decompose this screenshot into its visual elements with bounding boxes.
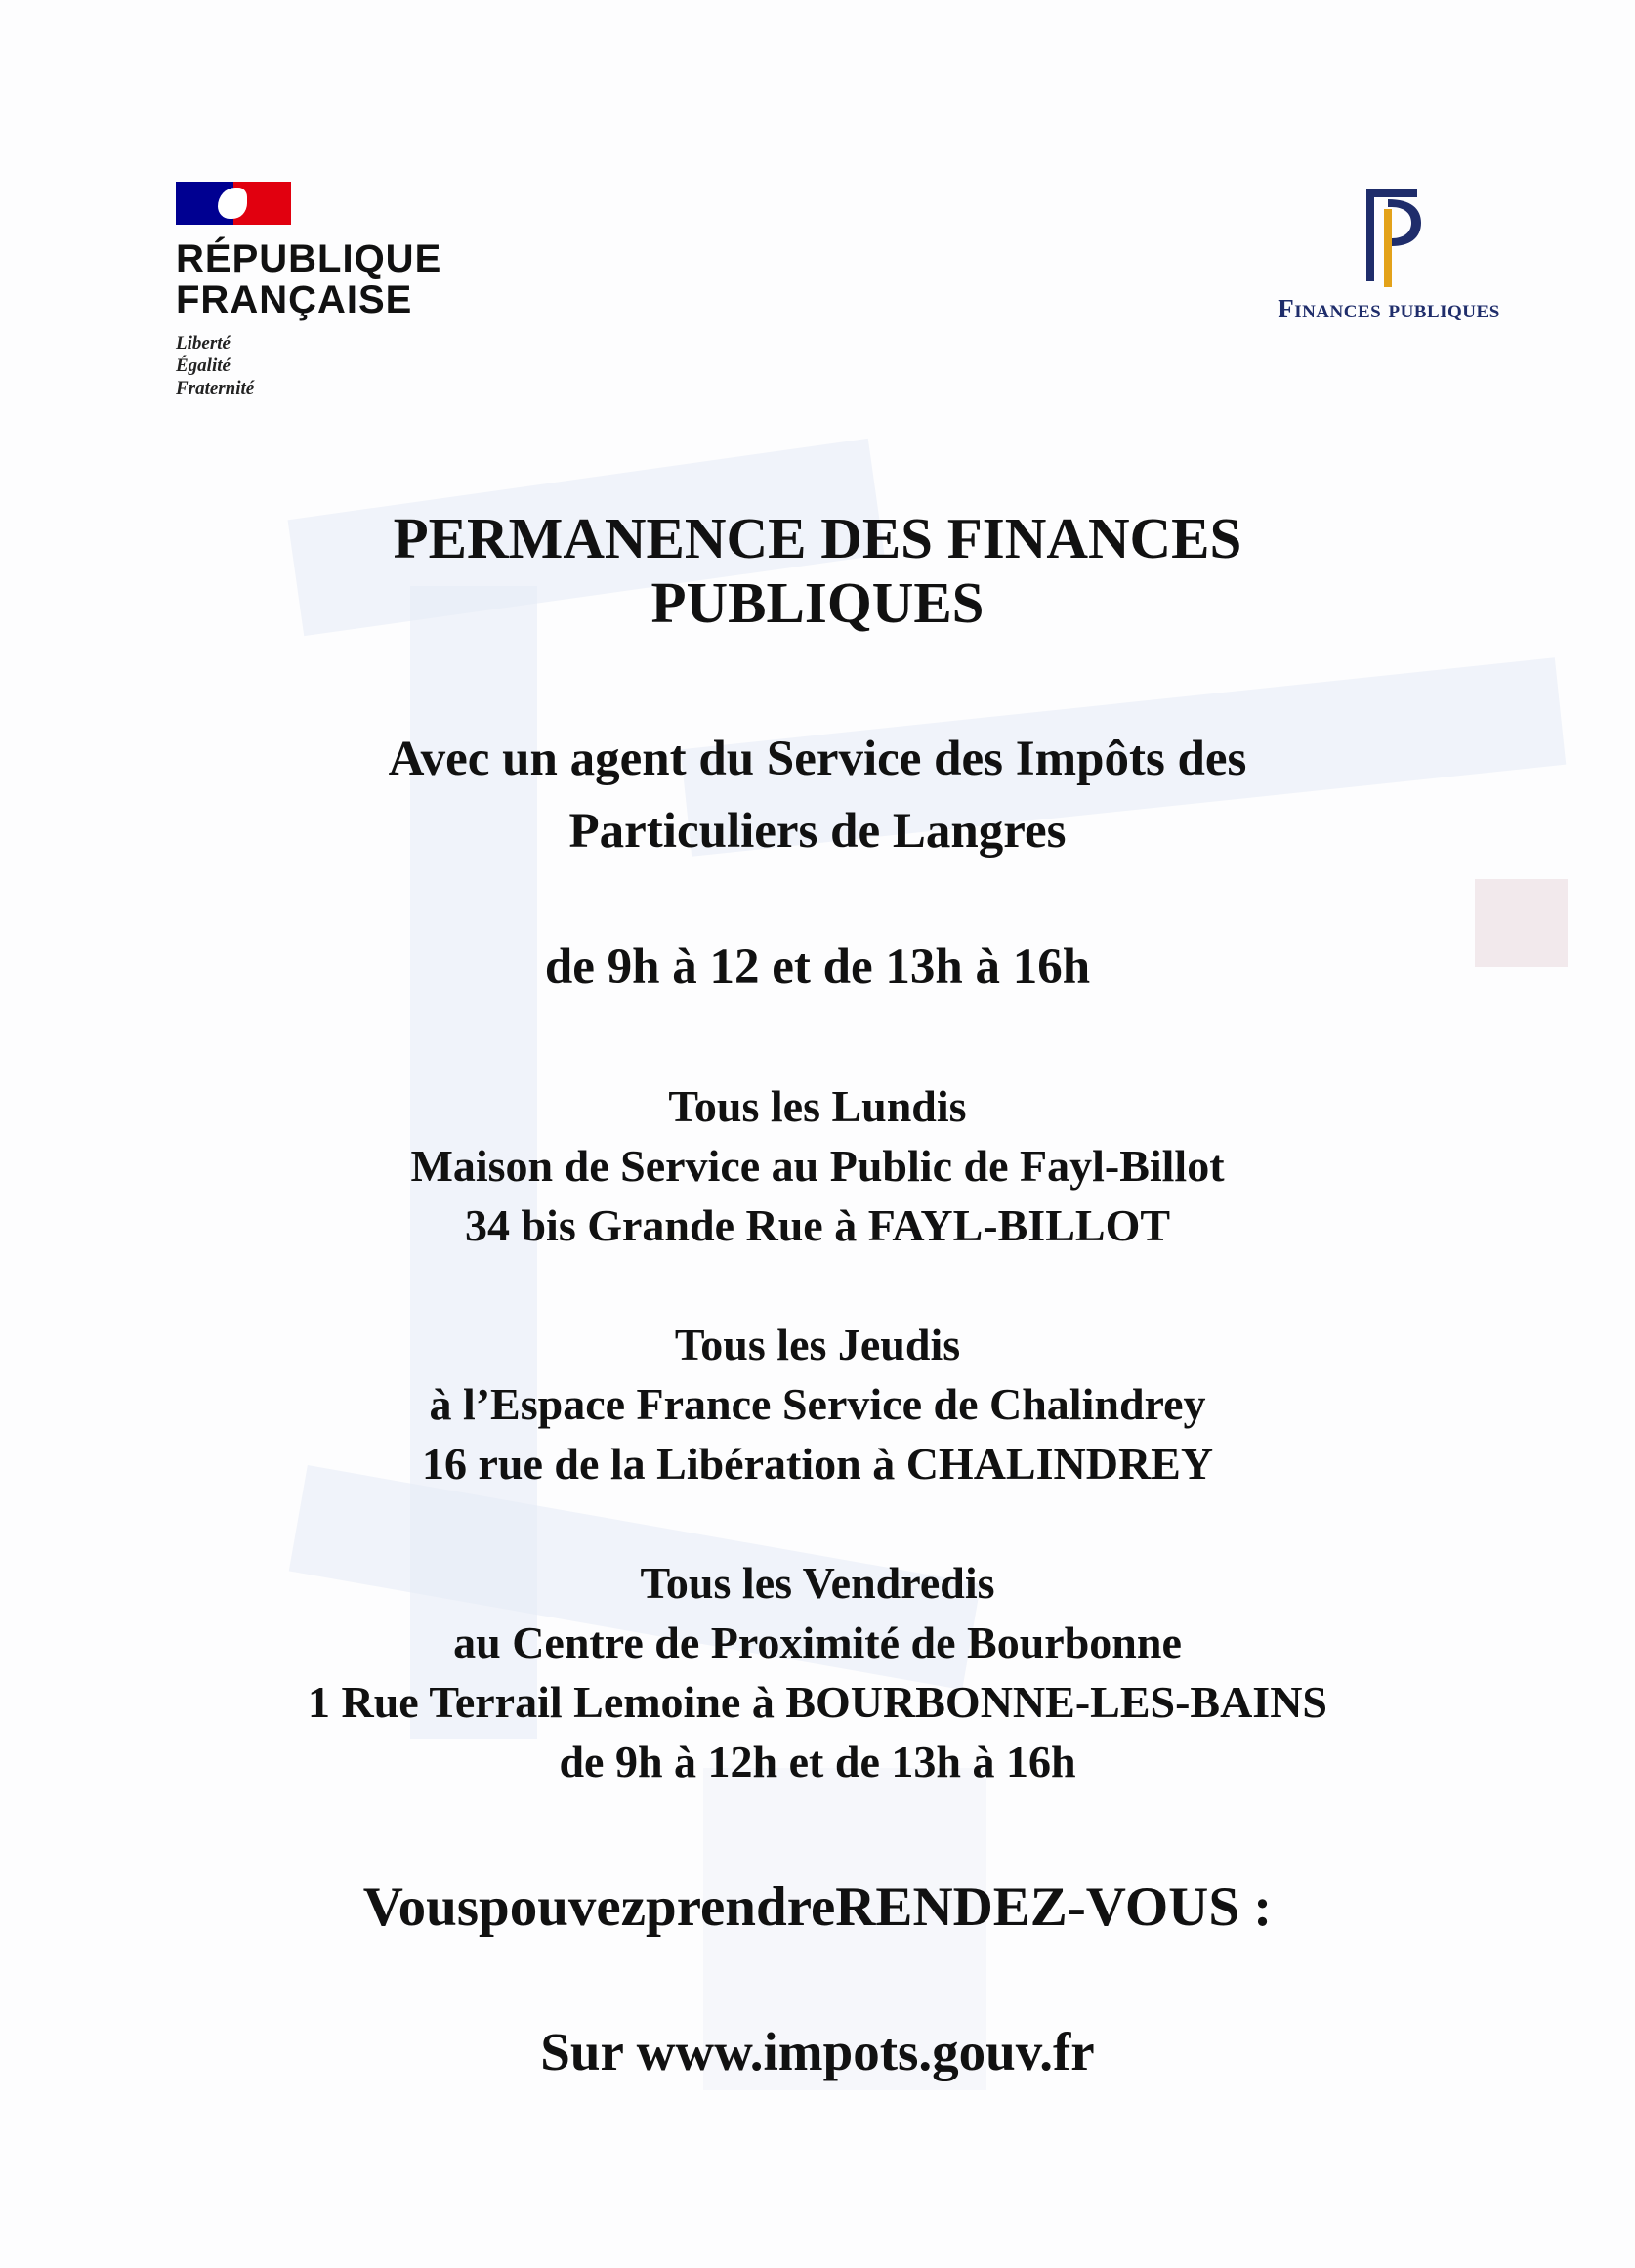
finances-publiques-name: Finances publiques: [1278, 294, 1500, 323]
location-address: 34 bis Grande Rue à FAYL-BILLOT: [464, 1200, 1171, 1250]
location-bourbonne: [0, 1553, 1635, 1791]
republique-francaise-logo: [176, 182, 488, 399]
location-hours: de 9h à 12h et de 13h à 16h: [559, 1737, 1076, 1786]
finances-publiques-mark-icon: [1345, 184, 1433, 287]
location-day: Tous les Jeudis: [674, 1320, 961, 1369]
location-day: Tous les Lundis: [668, 1081, 967, 1131]
page-subtitle: Avec un agent du Service des Impôts des Particuliers de Langres: [388, 732, 1247, 859]
location-place: au Centre de Proximité de Bourbonne: [453, 1617, 1182, 1667]
location-address: 16 rue de la Libération à CHALINDREY: [421, 1439, 1214, 1489]
location-place: à l’Espace France Service de Chalindrey: [429, 1379, 1206, 1429]
republique-name: RÉPUBLIQUE FRANÇAISE: [176, 237, 442, 321]
location-day: Tous les Vendredis: [640, 1558, 995, 1608]
page-title: PERMANENCE DES FINANCES PUBLIQUES: [393, 506, 1242, 635]
opening-hours: de 9h à 12 et de 13h à 16h: [544, 940, 1091, 994]
location-fayl-billot: [0, 1076, 1635, 1255]
location-place: Maison de Service au Public de Fayl-Billot: [410, 1141, 1225, 1191]
location-chalindrey: [0, 1315, 1635, 1493]
finances-publiques-logo: [1233, 184, 1545, 324]
appointment-notice: VouspouvezprendreRENDEZ-VOUS :: [362, 1876, 1273, 1938]
marianne-flag-icon: [176, 182, 291, 225]
republique-motto: Liberté Égalité Fraternité: [176, 333, 255, 399]
website-link[interactable]: Sur www.impots.gouv.fr: [540, 2022, 1095, 2081]
location-address: 1 Rue Terrail Lemoine à BOURBONNE-LES-BAINS: [307, 1677, 1328, 1727]
